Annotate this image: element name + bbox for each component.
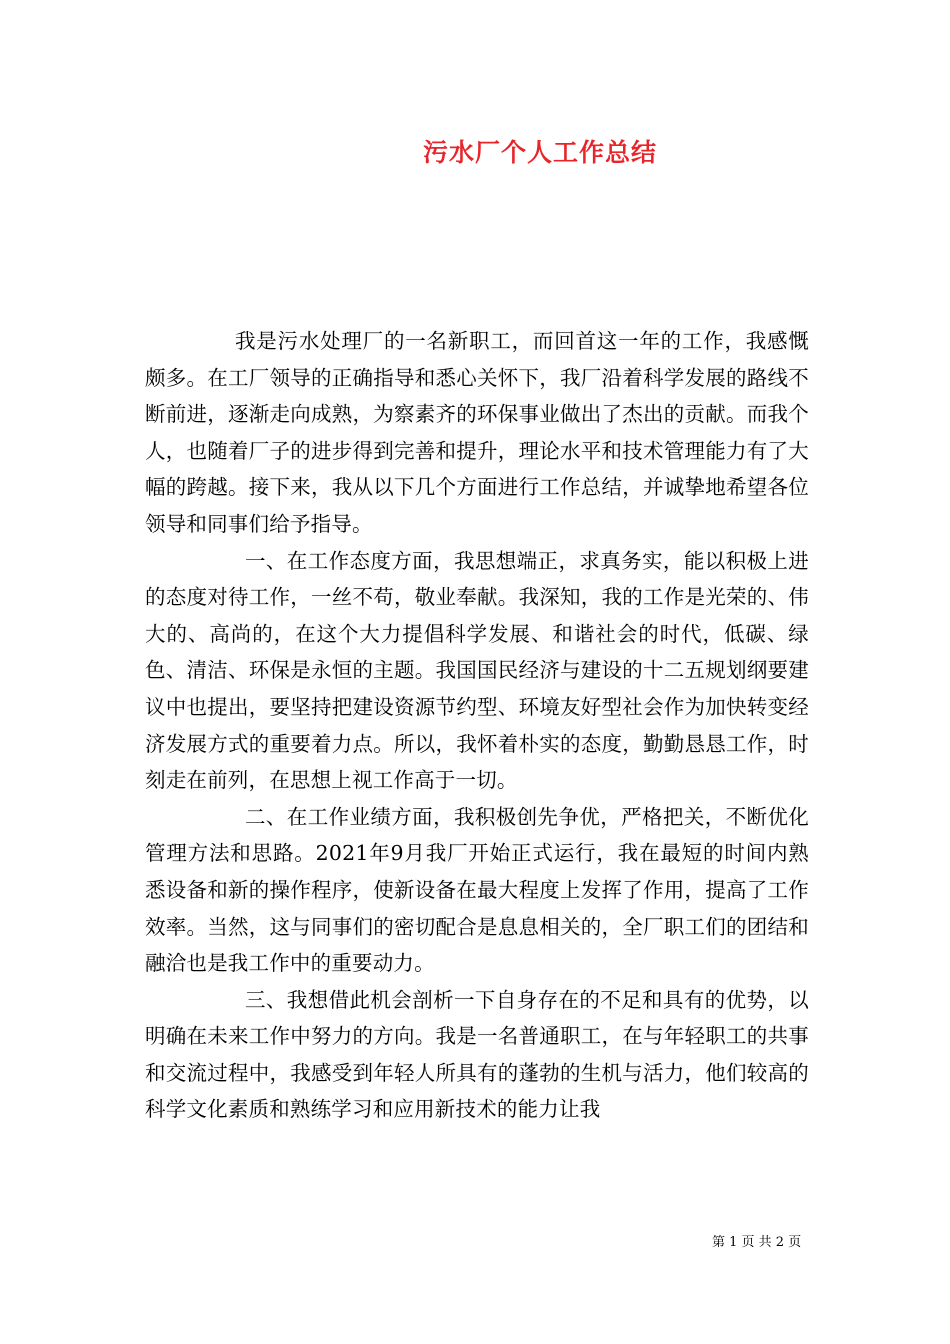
page-number-footer: 第 1 页 共 2 页 <box>712 1235 802 1250</box>
paragraph-self-analysis: 三、我想借此机会剖析一下自身存在的不足和具有的优势，以明确在未来工作中努力的方向。我是一名普通职工，在与年轻职工的共事和交流过程中，我感受到年轻人所具有的蓬勃的生机与活力，他们较高的科学文化素质和熟练学习和应用新技术的能力让我 <box>145 987 809 1122</box>
paragraph-work-attitude: 一、在工作态度方面，我思想端正，求真务实，能以积极上进的态度对待工作，一丝不苟，敬业奉献。我深知，我的工作是光荣的、伟大的、高尚的，在这个大力提倡科学发展、和谐社会的时代，低碳、绿色、清洁、环保是永恒的主题。我国国民经济与建设的十二五规划纲要建议中也提出，要坚持把建设资源节约型、环境友好型社会作为加快转变经济发展方式的重要着力点。所以，我怀着朴实的态度，勤勤恳恳工作，时刻走在前列，在思想上视工作高于一切。 <box>145 548 809 793</box>
paragraph-work-performance: 二、在工作业绩方面，我积极创先争优，严格把关，不断优化管理方法和思路。2021年9月我厂开始正式运行，我在最短的时间内熟悉设备和新的操作程序，使新设备在最大程度上发挥了作用，提高了工作效率。当然，这与同事们的密切配合是息息相关的，全厂职工们的团结和融洽也是我工作中的重要动力。 <box>145 804 809 976</box>
document-body <box>145 323 809 1128</box>
paragraph-intro: 我是污水处理厂的一名新职工，而回首这一年的工作，我感慨颇多。在工厂领导的正确指导和悉心关怀下，我厂沿着科学发展的路线不断前进，逐渐走向成熟，为察素齐的环保事业做出了杰出的贡献。而我个人，也随着厂子的进步得到完善和提升，理论水平和技术管理能力有了大幅的跨越。接下来，我从以下几个方面进行工作总结，并诚挚地希望各位领导和同事们给予指导。 <box>145 329 809 536</box>
document-title: 污水厂个人工作总结 <box>422 138 657 167</box>
